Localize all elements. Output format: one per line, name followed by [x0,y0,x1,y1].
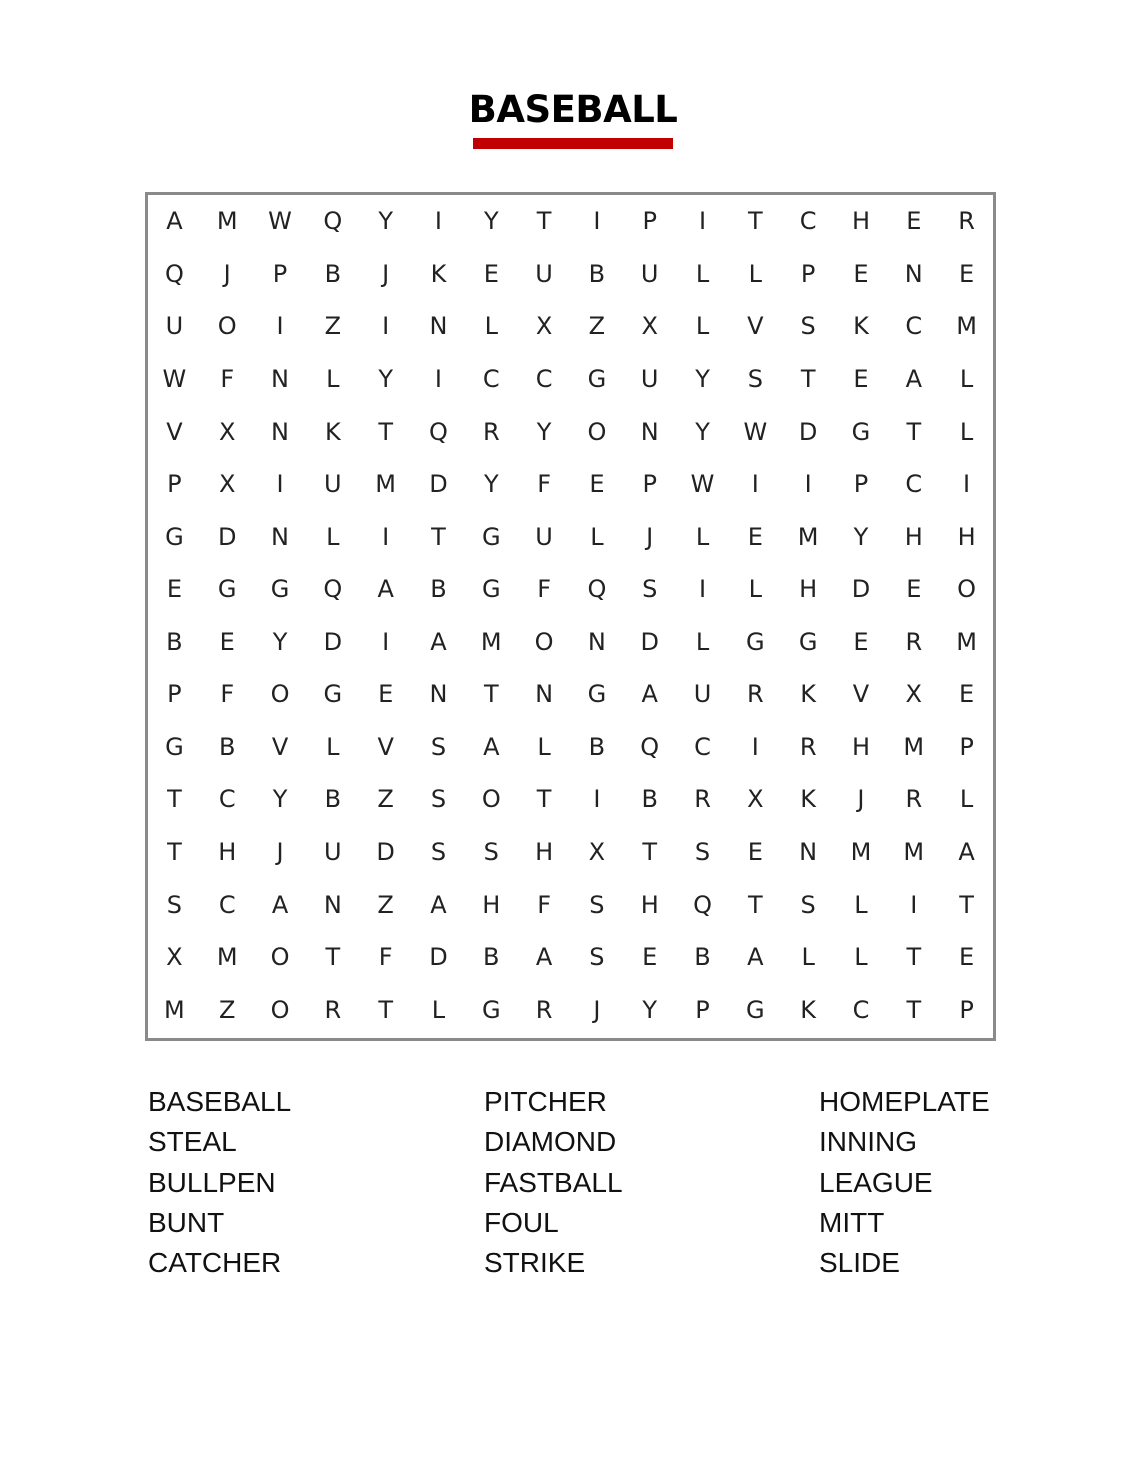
grid-letter[interactable]: B [430,575,447,604]
grid-letter[interactable]: O [217,312,237,341]
grid-letter[interactable]: M [480,627,502,656]
word-list-item: HOMEPLATE [819,1086,990,1117]
grid-letter[interactable]: I [593,207,601,236]
grid-letter[interactable]: J [223,259,231,288]
grid-letter[interactable]: S [747,364,763,393]
grid-letter[interactable]: P [800,259,816,288]
grid-letter[interactable]: T [431,522,446,551]
grid-letter[interactable]: K [853,312,869,341]
grid-letter[interactable]: Q [323,207,343,236]
word-list-item: INNING [819,1126,917,1158]
grid-letter[interactable]: E [853,364,869,393]
grid-letter[interactable]: V [852,680,870,709]
grid-letter[interactable]: R [747,680,764,709]
grid-letter[interactable]: S [589,943,605,972]
grid-letter[interactable]: B [694,943,711,972]
grid-letter[interactable]: L [854,943,868,972]
grid-letter[interactable]: R [324,995,342,1024]
grid-letter[interactable]: L [854,890,868,919]
grid-letter[interactable]: T [906,417,922,446]
grid-letter[interactable]: M [216,207,238,236]
grid-letter[interactable]: I [751,470,759,499]
grid-letter[interactable]: X [166,943,183,972]
grid-letter[interactable]: G [217,575,237,604]
word-list-item: FASTBALL [484,1166,623,1198]
grid-letter[interactable]: W [162,364,187,393]
grid-letter[interactable]: T [536,785,552,814]
grid-letter[interactable]: E [747,522,763,551]
grid-letter[interactable]: U [640,259,659,288]
grid-letter[interactable]: L [484,312,498,341]
grid-letter[interactable]: T [536,207,552,236]
grid-letter[interactable]: V [747,312,764,341]
word-list-item: PITCHER [484,1086,607,1117]
grid-letter[interactable]: Y [378,364,393,393]
grid-letter[interactable]: D [640,627,659,656]
word-list-item: BASEBALL [148,1086,292,1117]
grid-letter[interactable]: D [217,522,237,551]
grid-letter[interactable]: E [483,259,499,288]
grid-letter[interactable]: C [218,890,236,919]
grid-letter[interactable]: A [166,207,183,236]
grid-letter[interactable]: E [906,207,922,236]
grid-letter[interactable]: E [959,943,975,972]
grid-letter[interactable]: G [587,680,607,709]
grid-letter[interactable]: L [695,627,710,656]
grid-letter[interactable]: C [482,364,500,393]
grid-letter[interactable]: E [219,627,235,656]
grid-letter[interactable]: S [430,838,447,867]
grid-letter[interactable]: C [799,207,817,236]
grid-letter[interactable]: N [587,627,606,656]
grid-letter[interactable]: C [905,470,923,499]
grid-letter[interactable]: I [434,207,442,236]
grid-letter[interactable]: B [588,259,606,288]
grid-letter[interactable]: G [165,522,184,551]
grid-letter[interactable]: T [378,995,393,1024]
grid-letter[interactable]: I [751,732,759,761]
grid-letter[interactable]: D [851,575,871,604]
word-column-1 [148,1082,448,1283]
grid-letter[interactable]: A [958,838,975,867]
grid-letter[interactable]: S [694,838,711,867]
grid-letter[interactable]: I [382,627,390,656]
word-list-item: CATCHER [148,1247,282,1279]
grid-letter[interactable]: L [590,522,604,551]
grid-letter[interactable]: E [853,259,869,288]
grid-letter[interactable]: L [695,312,710,341]
grid-letter[interactable]: D [429,470,448,499]
grid-letter[interactable]: L [748,575,763,604]
grid-letter[interactable]: T [906,995,922,1024]
grid-letter[interactable]: R [535,995,553,1024]
grid-letter[interactable]: T [748,207,763,236]
grid-letter[interactable]: B [166,627,183,656]
grid-letter[interactable]: G [746,995,765,1024]
word-column-2 [484,1082,784,1283]
grid-letter[interactable]: Z [588,312,606,341]
grid-letter[interactable]: L [801,943,815,972]
grid-letter[interactable]: I [276,312,284,341]
grid-letter[interactable]: C [694,732,711,761]
grid-letter[interactable]: M [956,627,977,656]
grid-letter[interactable]: G [323,680,343,709]
grid-letter[interactable]: A [535,943,553,972]
grid-letter[interactable]: P [272,259,288,288]
grid-letter[interactable]: C [218,785,236,814]
grid-letter[interactable]: I [698,207,707,236]
grid-letter[interactable]: O [270,680,290,709]
grid-letter[interactable]: U [324,470,342,499]
grid-letter[interactable]: J [382,259,390,288]
grid-letter[interactable]: Z [377,785,394,814]
grid-letter[interactable]: M [375,470,397,499]
grid-letter[interactable]: E [959,259,975,288]
grid-letter[interactable]: O [534,627,554,656]
title-underline [473,138,673,149]
grid-letter[interactable]: W [690,470,715,499]
grid-letter[interactable]: S [800,312,816,341]
grid-letter[interactable]: N [271,417,289,446]
grid-letter[interactable]: T [167,838,182,867]
grid-letter[interactable]: G [798,627,818,656]
grid-letter[interactable]: O [270,943,290,972]
grid-letter[interactable]: N [904,259,923,288]
grid-letter[interactable]: P [167,470,182,499]
word-list-item: STRIKE [484,1247,586,1279]
grid-letter[interactable]: H [851,732,870,761]
grid-letter[interactable]: V [377,732,394,761]
grid-letter[interactable]: I [276,470,284,499]
grid-letter[interactable]: U [535,259,553,288]
grid-letter[interactable]: Y [483,470,499,499]
grid-letter[interactable]: I [382,522,390,551]
grid-letter[interactable]: L [326,522,340,551]
grid-letter[interactable]: I [963,470,971,499]
grid-letter[interactable]: T [325,943,341,972]
grid-letter[interactable]: E [166,575,182,604]
grid-letter[interactable]: I [382,312,390,341]
grid-letter[interactable]: N [429,680,448,709]
grid-letter[interactable]: P [959,732,974,761]
grid-letter[interactable]: S [800,890,816,919]
grid-letter[interactable]: P [167,680,182,709]
grid-letter[interactable]: Z [377,890,394,919]
grid-letter[interactable]: D [323,627,343,656]
grid-letter[interactable]: B [641,785,658,814]
grid-letter[interactable]: A [641,680,658,709]
grid-letter[interactable]: B [324,259,342,288]
grid-letter[interactable]: N [799,838,818,867]
grid-letter[interactable]: F [537,470,551,499]
grid-letter[interactable]: L [431,995,446,1024]
grid-letter[interactable]: B [588,732,606,761]
grid-letter[interactable]: H [482,890,501,919]
grid-letter[interactable]: Z [218,995,236,1024]
grid-letter[interactable]: F [220,364,235,393]
grid-letter[interactable]: L [695,522,710,551]
grid-letter[interactable]: T [800,364,816,393]
grid-letter[interactable]: R [905,627,923,656]
grid-letter[interactable]: H [904,522,923,551]
grid-letter[interactable]: F [378,943,393,972]
grid-letter[interactable]: J [857,785,865,814]
word-list-item: DIAMOND [484,1126,617,1158]
grid-letter[interactable]: M [903,732,925,761]
grid-letter[interactable]: T [483,680,499,709]
grid-letter[interactable]: L [537,732,551,761]
word-list-item: STEAL [148,1126,237,1158]
grid-letter[interactable]: P [642,207,657,236]
grid-letter[interactable]: Y [695,417,710,446]
grid-letter[interactable]: K [800,680,817,709]
grid-letter[interactable]: A [747,943,764,972]
grid-letter[interactable]: Y [642,995,658,1024]
grid-letter[interactable]: H [851,207,870,236]
grid-letter[interactable]: T [378,417,393,446]
grid-letter[interactable]: P [959,995,974,1024]
grid-letter[interactable]: M [903,838,925,867]
grid-letter[interactable]: S [642,575,658,604]
grid-letter[interactable]: U [324,838,342,867]
grid-letter[interactable]: R [905,785,923,814]
grid-letter[interactable]: Q [640,732,660,761]
grid-letter[interactable]: U [640,364,659,393]
grid-letter[interactable]: J [646,522,654,551]
grid-letter[interactable]: F [537,575,551,604]
grid-letter[interactable]: W [268,207,292,236]
grid-letter[interactable]: R [958,207,975,236]
grid-letter[interactable]: Z [324,312,342,341]
grid-letter[interactable]: N [640,417,659,446]
grid-letter[interactable]: V [271,732,289,761]
grid-letter[interactable]: N [271,364,289,393]
grid-letter[interactable]: O [957,575,977,604]
grid-letter[interactable]: C [905,312,923,341]
grid-letter[interactable]: E [853,627,869,656]
grid-letter[interactable]: P [853,470,869,499]
grid-letter[interactable]: K [430,259,447,288]
grid-letter[interactable]: T [906,943,922,972]
grid-letter[interactable]: L [748,259,763,288]
grid-letter[interactable]: O [481,785,501,814]
word-list-item: SLIDE [819,1247,900,1279]
grid-letter[interactable]: I [434,364,442,393]
grid-letter[interactable]: M [797,522,819,551]
grid-letter[interactable]: N [429,312,448,341]
grid-letter[interactable]: I [910,890,918,919]
grid-letter[interactable]: S [589,890,605,919]
grid-letter[interactable]: C [535,364,553,393]
grid-letter[interactable]: S [483,838,499,867]
grid-letter[interactable]: A [483,732,500,761]
grid-letter[interactable]: G [587,364,607,393]
grid-letter[interactable]: K [800,785,817,814]
grid-letter[interactable]: A [430,890,447,919]
word-list-item: FOUL [484,1206,559,1238]
grid-letter[interactable]: U [535,522,553,551]
grid-letter[interactable]: X [588,838,606,867]
grid-letter[interactable]: H [535,838,554,867]
grid-letter[interactable]: A [905,364,922,393]
grid-letter[interactable]: O [270,995,290,1024]
grid-letter[interactable]: R [482,417,500,446]
word-list-item: BUNT [148,1206,225,1238]
grid-letter[interactable]: D [376,838,395,867]
grid-letter[interactable]: V [166,417,183,446]
letter-grid [145,192,996,1041]
grid-letter[interactable]: G [270,575,290,604]
grid-letter[interactable]: L [959,785,974,814]
grid-letter[interactable]: H [799,575,818,604]
grid-letter[interactable]: D [798,417,818,446]
grid-letter[interactable]: E [642,943,658,972]
grid-letter[interactable]: H [957,522,976,551]
grid-letter[interactable]: R [799,732,817,761]
grid-letter[interactable]: X [747,785,764,814]
grid-letter[interactable]: N [323,890,342,919]
grid-letter[interactable]: P [695,995,710,1024]
grid-letter[interactable]: Y [483,207,499,236]
grid-letter[interactable]: M [164,995,185,1024]
grid-letter[interactable]: B [324,785,342,814]
grid-letter[interactable]: Y [695,364,710,393]
grid-letter[interactable]: F [537,890,551,919]
grid-letter[interactable]: P [642,470,657,499]
word-column-3 [819,1082,1119,1283]
grid-letter[interactable]: G [481,995,501,1024]
grid-letter[interactable]: F [220,680,235,709]
grid-letter[interactable]: E [959,680,975,709]
grid-letter[interactable]: Y [378,207,393,236]
grid-letter[interactable]: N [271,522,289,551]
grid-letter[interactable]: T [167,785,182,814]
grid-letter[interactable]: O [587,417,607,446]
grid-letter[interactable]: Y [853,522,869,551]
grid-letter[interactable]: E [747,838,763,867]
grid-letter[interactable]: Y [272,785,288,814]
grid-letter[interactable]: E [589,470,605,499]
grid-letter[interactable]: X [905,680,922,709]
grid-letter[interactable]: A [377,575,394,604]
grid-letter[interactable]: X [535,312,553,341]
word-list [148,1082,1008,1292]
grid-letter[interactable]: W [743,417,768,446]
grid-letter[interactable]: K [324,417,341,446]
grid-letter[interactable]: J [276,838,284,867]
grid-letter[interactable]: A [430,627,447,656]
grid-letter[interactable]: E [906,575,922,604]
grid-letter[interactable]: Y [272,627,288,656]
grid-letter[interactable]: X [218,470,236,499]
grid-letter[interactable]: Q [164,259,184,288]
grid-letter[interactable]: Q [323,575,343,604]
grid-letter[interactable]: G [165,732,184,761]
grid-letter[interactable]: N [535,680,554,709]
grid-letter[interactable]: G [481,522,501,551]
grid-letter[interactable]: B [483,943,500,972]
grid-letter[interactable]: J [593,995,601,1024]
grid-letter[interactable]: S [430,732,447,761]
grid-letter[interactable]: L [326,732,340,761]
grid-letter[interactable]: S [166,890,183,919]
word-list-item: MITT [819,1206,885,1238]
grid-letter[interactable]: Y [536,417,552,446]
grid-letter[interactable]: U [693,680,712,709]
grid-letter[interactable]: G [851,417,871,446]
page-title: BASEBALL [468,88,678,131]
grid-letter[interactable]: L [959,364,974,393]
grid-letter[interactable]: X [218,417,236,446]
grid-letter[interactable]: B [218,732,236,761]
grid-letter[interactable]: Q [429,417,448,446]
grid-letter[interactable]: S [430,785,447,814]
grid-letter[interactable]: M [850,838,872,867]
grid-letter[interactable]: X [641,312,658,341]
grid-letter[interactable]: G [481,575,501,604]
grid-letter[interactable]: L [326,364,340,393]
grid-letter[interactable]: K [800,995,817,1024]
grid-letter[interactable]: M [956,312,977,341]
grid-letter[interactable]: T [642,838,658,867]
grid-letter[interactable]: I [593,785,601,814]
grid-letter[interactable]: H [640,890,659,919]
grid-letter[interactable]: Q [693,890,712,919]
grid-letter[interactable]: I [804,470,812,499]
grid-letter[interactable]: A [271,890,289,919]
grid-letter[interactable]: L [695,259,710,288]
word-list-item: LEAGUE [819,1166,933,1198]
grid-letter[interactable]: C [852,995,870,1024]
grid-letter[interactable]: U [165,312,184,341]
grid-letter[interactable]: R [694,785,711,814]
grid-letter[interactable]: T [959,890,974,919]
grid-letter[interactable]: I [698,575,707,604]
grid-letter[interactable]: D [429,943,448,972]
grid-letter[interactable]: M [216,943,238,972]
grid-letter[interactable]: Q [587,575,607,604]
grid-letter[interactable]: L [959,417,974,446]
grid-letter[interactable]: G [746,627,765,656]
grid-letter[interactable]: H [218,838,237,867]
grid-letter[interactable]: E [378,680,394,709]
grid-letter[interactable]: T [748,890,763,919]
word-list-item: BULLPEN [148,1166,276,1198]
